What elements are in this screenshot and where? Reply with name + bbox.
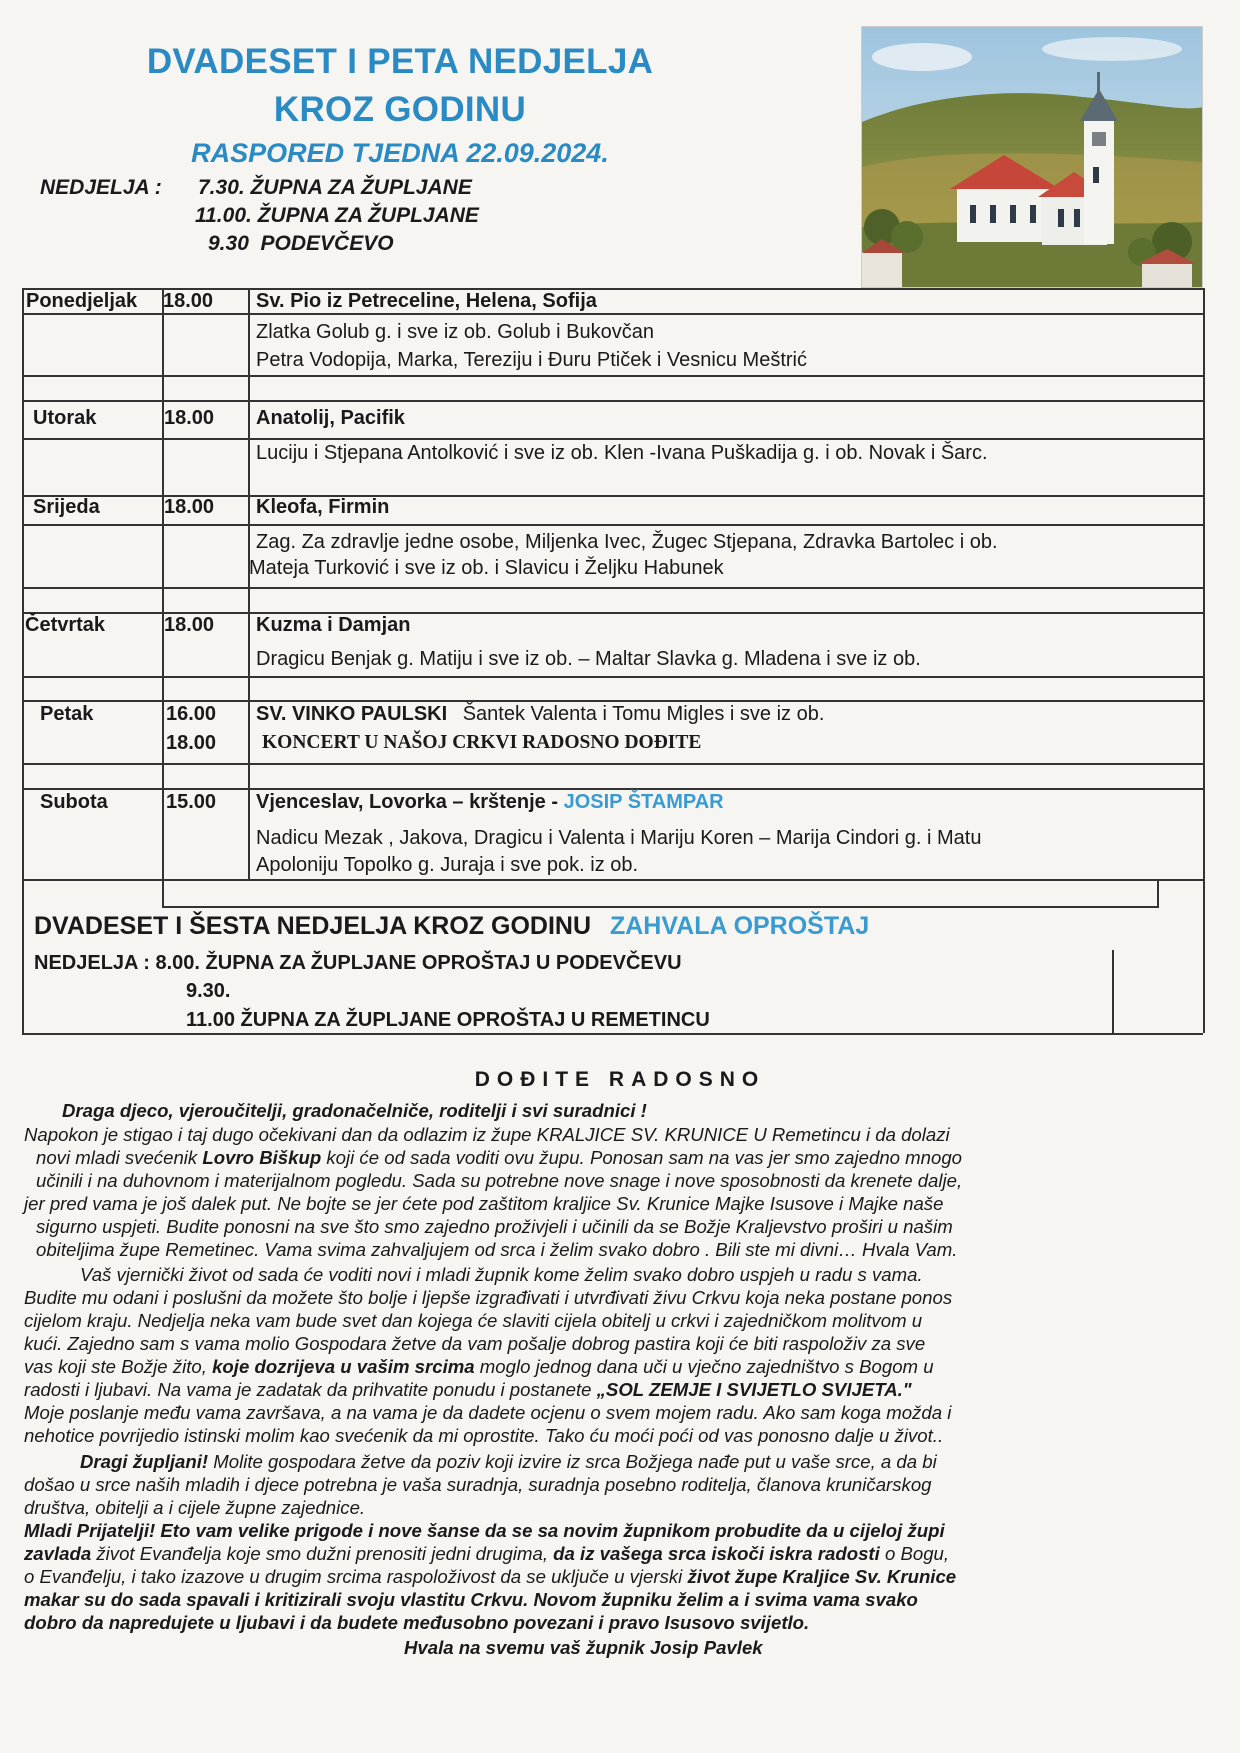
time-tuesday: 18.00 xyxy=(164,407,215,429)
day-saturday: Subota xyxy=(40,791,108,813)
saints-friday-main: SV. VINKO PAULSKI xyxy=(256,703,448,725)
next-sunday-line-1: NEDJELJA : 8.00. ŽUPNA ZA ŽUPLJANE OPROŠTAJ U PODEVČEVU xyxy=(34,952,682,974)
subtitle: RASPORED TJEDNA 22.09.2024. xyxy=(191,138,609,168)
letter-p4-line-5: dobro da napredujete u ljubavi i da budete međusobno povezani i pravo Isusovo svijetlo. xyxy=(24,1612,810,1633)
intentions-monday-1: Zlatka Golub g. i sve iz ob. Golub i Bukovčan xyxy=(256,321,654,343)
concert-friday: KONCERT U NAŠOJ CRKVI RADOSNO DOĐITE xyxy=(262,732,702,753)
intentions-tuesday-1: Luciju i Stjepana Antolković i sve iz ob. Klen -Ivana Puškadija g. i ob. Novak i Šarc. xyxy=(256,442,988,464)
day-thursday: Četvrtak xyxy=(25,614,106,636)
letter-p2-line-3: cijelom kraju. Nedjelja neka vam bude svet dan kojega će slaviti cijela obitelj u crkvi i zajedničkom molitvom u xyxy=(24,1310,923,1331)
letter-greeting: Draga djeco, vjeroučitelji, gradonačelniče, roditelji i svi suradnici ! xyxy=(62,1100,647,1121)
saints-monday: Sv. Pio iz Petreceline, Helena, Sofija xyxy=(256,290,597,312)
next-sunday-farewell: ZAHVALA OPROŠTAJ xyxy=(609,912,870,940)
intentions-saturday-2: Apoloniju Topolko g. Juraja i sve pok. iz ob. xyxy=(256,854,639,876)
letter-p2-line-7: Moje poslanje među vama završava, a na vama je da dadete ocjenu o svem mojem radu. Ako sam koga možda i xyxy=(24,1402,952,1423)
time-friday-2: 18.00 xyxy=(166,732,217,754)
intentions-saturday-1: Nadicu Mezak , Jakova, Dragicu i Valenta i Mariju Koren – Marija Cindori g. i Matu xyxy=(256,827,982,849)
saints-wednesday: Kleofa, Firmin xyxy=(256,496,390,518)
letter-p2-line-2: Budite mu odani i poslušni da možete što bolje i ljepše izgrađivati i utvrđivati živu Crkvu koja neka postane ponos xyxy=(24,1287,953,1308)
next-sunday-line-2: 9.30. xyxy=(186,980,231,1002)
sunday-mass-1: 7.30. ŽUPNA ZA ŽUPLJANE xyxy=(198,176,472,199)
baptism-name: JOSIP ŠTAMPAR xyxy=(563,791,724,813)
letter-p4-line-2: zavlada život Evanđelja koje smo dužni prenositi jedni drugima, da iz vašega srca iskoči iskra radosti o Bogu, xyxy=(24,1543,950,1564)
saints-friday-rest: Šantek Valenta i Tomu Migles i sve iz ob. xyxy=(462,703,825,725)
letter-p3-line-3: društva, obitelji a i cijele župne zajednice. xyxy=(24,1497,366,1518)
letter-p2-line-4: kući. Zajedno sam s vama molio Gospodara žetve da vam pošalje dobrog pastira koji će biti raspoloživ za sve xyxy=(24,1333,926,1354)
letter-p4-line-1: Mladi Prijatelji! Eto vam velike prigode i nove šanse da se sa novim župnikom probudite da u cijeloj župi xyxy=(24,1520,945,1541)
sunday-label: NEDJELJA : xyxy=(40,176,162,199)
saints-saturday xyxy=(256,790,724,814)
letter-title: DOĐITE RADOSNO xyxy=(474,1068,766,1091)
letter-p2-line-6: radosti i ljubavi. Na vama je zadatak da prihvatite ponudu i postanete „SOL ZEMJE I SVIJETLO SVIJETA." xyxy=(24,1379,912,1400)
sunday-mass-3: 9.30 PODEVČEVO xyxy=(208,232,394,255)
letter-p2-line-8: nehotice povrijedio istinski molim kao svećenik da mi oprostite. Tako ću moći poći od vas ponosno dalje u život.. xyxy=(24,1425,944,1446)
letter-p1-line-5: sigurno uspjeti. Budite ponosni na sve što smo zajedno proživjeli i učinili da se Božje Kraljevstvo proširi u našim xyxy=(36,1216,953,1237)
letter-p3-line-1: Dragi župljani! Molite gospodara žetve da poziv koji izvire iz srca Božjega nađe put u vaše srce, a da bi xyxy=(80,1451,937,1472)
letter-p4-line-4: makar su do sada spavali i kritizirali svoju vlastitu Crkvu. Novom župniku želim a i svima vama svako xyxy=(24,1589,918,1610)
saints-saturday-main: Vjenceslav, Lovorka – krštenje - xyxy=(256,791,559,813)
letter-p3-line-2: došao u srce naših mladih i djece potrebna je vaša suradnja, suradnja posebno roditelja, članova kruničarskog xyxy=(24,1474,932,1495)
letter-p2-line-1: Vaš vjernički život od sada će voditi novi i mladi župnik kome želim svako dobro uspjeh u radu s vama. xyxy=(80,1264,923,1285)
letter-p4-line-3: o Evanđelju, i tako izazove u drugim srcima raspoloživost da se uključe u vjerski život župe Kraljice Sv. Krunice xyxy=(24,1566,957,1587)
sunday-mass-2: 11.00. ŽUPNA ZA ŽUPLJANE xyxy=(195,204,479,227)
letter-p2-line-5: vas koji ste Božje žito, koje dozrijeva u vašim srcima moglo jednog dana uči u vječno zajedništvo s Bogom u xyxy=(24,1356,934,1377)
day-tuesday: Utorak xyxy=(33,407,97,429)
church-photo xyxy=(861,26,1203,288)
letter-p1-line-1: Napokon je stigao i taj dugo očekivani dan da odlazim iz župe KRALJICE SV. KRUNICE U Remetincu i da dolazi xyxy=(24,1124,950,1145)
intentions-thursday-1: Dragicu Benjak g. Matiju i sve iz ob. – Maltar Slavka g. Mladena i sve iz ob. xyxy=(256,648,921,670)
time-saturday: 15.00 xyxy=(166,791,217,813)
intentions-monday-2: Petra Vodopija, Marka, Tereziju i Đuru Ptiček i Vesnicu Meštrić xyxy=(256,349,807,371)
next-sunday-line-3: 11.00 ŽUPNA ZA ŽUPLJANE OPROŠTAJ U REMETINCU xyxy=(186,1009,710,1031)
letter-signature: Hvala na svemu vaš župnik Josip Pavlek xyxy=(404,1637,763,1658)
letter-p1-line-3: učinili i na duhovnom i materijalnom pogledu. Sada su potrebne nove snage i nove sposobnosti da krenete dalje, xyxy=(36,1170,963,1191)
time-wednesday: 18.00 xyxy=(164,496,215,518)
church-illustration xyxy=(862,27,1203,288)
intentions-wednesday-2: Mateja Turković i sve iz ob. i Slavicu i Željku Habunek xyxy=(249,557,724,579)
next-sunday-heading xyxy=(34,912,869,941)
time-monday: 18.00 xyxy=(163,290,214,312)
saints-thursday: Kuzma i Damjan xyxy=(256,614,411,636)
saints-tuesday: Anatolij, Pacifik xyxy=(256,407,405,429)
letter-p1-line-4: jer pred vama je još dalek put. Ne bojte se jer ćete pod zaštitom kraljice Sv. Krunice Majke Isusove i Majke naše xyxy=(24,1193,944,1214)
intentions-wednesday-1: Zag. Za zdravlje jedne osobe, Miljenka Ivec, Žugec Stjepana, Zdravka Bartolec i ob. xyxy=(256,531,998,553)
day-monday: Ponedjeljak xyxy=(26,290,138,312)
time-friday: 16.00 xyxy=(166,703,217,725)
title-line-1: DVADESET I PETA NEDJELJA xyxy=(146,42,654,81)
time-thursday: 18.00 xyxy=(164,614,215,636)
next-sunday-title: DVADESET I ŠESTA NEDJELJA KROZ GODINU xyxy=(34,912,592,940)
letter-p1-line-6: obiteljima župe Remetinec. Vama svima zahvaljujem od srca i želim svako dobro . Bili ste mi divni… Hvala Vam. xyxy=(36,1239,958,1260)
letter-p1-line-2: novi mladi svećenik Lovro Biškup koji će od sada voditi ovu župu. Ponosan sam na vas jer smo zajedno mnogo xyxy=(36,1147,963,1168)
day-friday: Petak xyxy=(40,703,94,725)
title-line-2: KROZ GODINU xyxy=(273,90,527,129)
saints-friday xyxy=(256,702,824,726)
day-wednesday: Srijeda xyxy=(33,496,100,518)
